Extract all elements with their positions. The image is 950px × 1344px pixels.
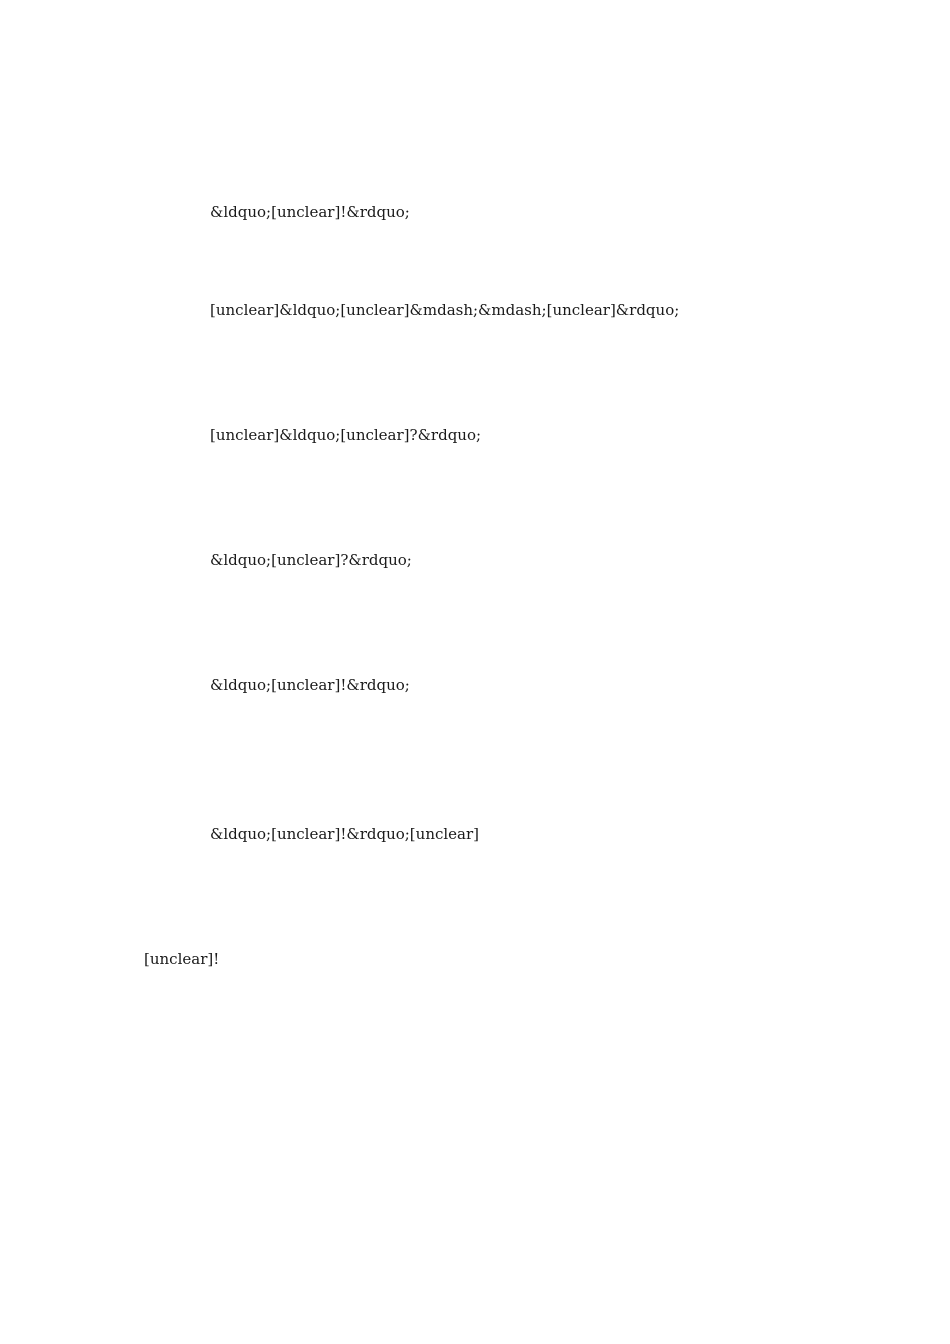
paragraph-5: &ldquo;[unclear]!&rdquo;: [210, 676, 410, 694]
paragraph-2: [unclear]&ldquo;[unclear]&mdash;&mdash;[unclear]&rdquo;: [210, 301, 680, 319]
paragraph-6: &ldquo;[unclear]!&rdquo;[unclear]: [210, 825, 480, 843]
closing-note: [unclear]!: [144, 950, 220, 968]
paragraph-1: &ldquo;[unclear]!&rdquo;: [210, 203, 410, 221]
paragraph-3: [unclear]&ldquo;[unclear]?&rdquo;: [210, 426, 482, 444]
paragraph-4: &ldquo;[unclear]?&rdquo;: [210, 551, 412, 569]
